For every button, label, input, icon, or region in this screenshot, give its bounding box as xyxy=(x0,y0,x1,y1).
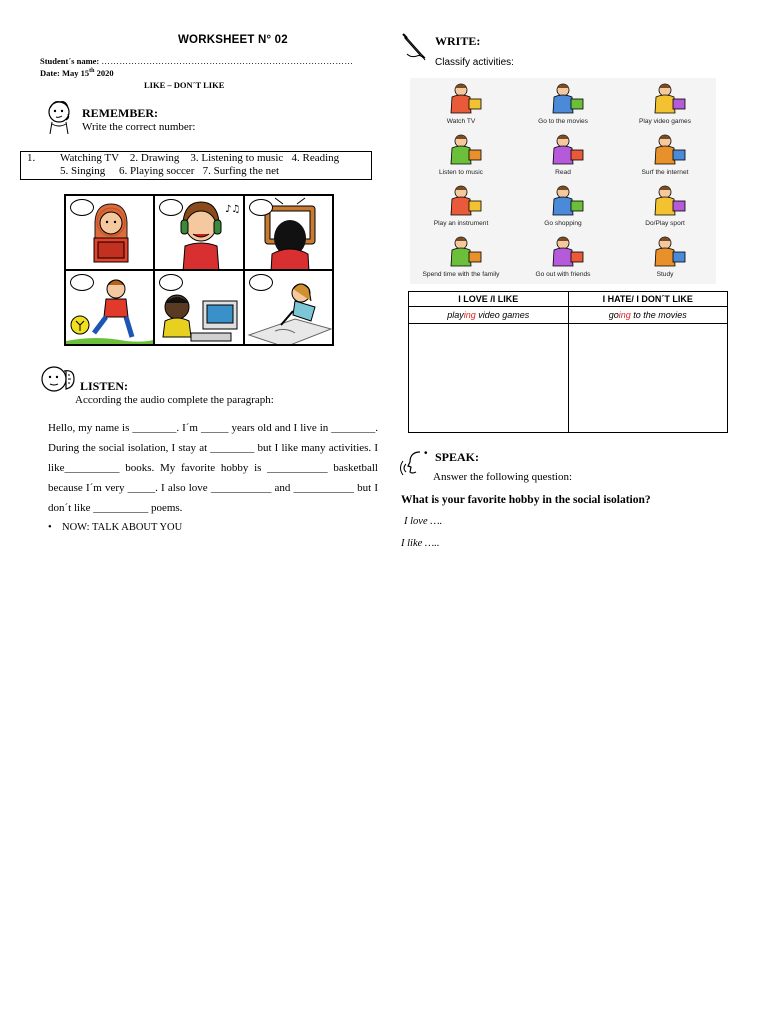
hate-column-header: I HATE/ I DON´T LIKE xyxy=(568,292,728,307)
speak-instruction: Answer the following question: xyxy=(433,471,573,483)
date-line xyxy=(40,68,114,78)
activity-illustration xyxy=(643,183,687,217)
picture-cell-tv xyxy=(244,195,333,270)
love-example: playing video games xyxy=(409,307,569,324)
activity-label: Watch TV xyxy=(446,118,476,125)
activity-label: Listen to music xyxy=(439,169,483,176)
speaking-head-icon xyxy=(398,450,424,480)
student-name-dots: ………………………………………………………………………… xyxy=(101,56,354,66)
activity-illustration xyxy=(439,132,483,166)
date-year: 2020 xyxy=(94,68,114,78)
remember-heading: REMEMBER: xyxy=(82,106,158,120)
speak-question: What is your favorite hobby in the social isolation? xyxy=(401,494,651,506)
student-name-label: Student´s name: xyxy=(40,56,100,66)
activity-label: Study xyxy=(656,271,674,278)
list-line-2: 5. Singing 6. Playing soccer 7. Surfing the net xyxy=(60,165,280,177)
bullet-text: NOW: TALK ABOUT YOU xyxy=(62,522,183,533)
activity-illustration xyxy=(643,81,687,115)
picture-cell-soccer xyxy=(65,270,154,345)
answer-oval[interactable] xyxy=(70,274,94,291)
activity-illustration xyxy=(439,183,483,217)
listening-ear-icon xyxy=(40,363,78,395)
pencil-writing-icon xyxy=(401,32,429,62)
picture-cell-drawing xyxy=(244,270,333,345)
student-name-line xyxy=(40,56,353,66)
activity-illustration xyxy=(643,234,687,268)
answer-line-like[interactable]: I like ….. xyxy=(401,538,440,549)
picture-cell-music xyxy=(154,195,243,270)
activity-label: Do/Play sport xyxy=(645,220,685,227)
write-heading: WRITE: xyxy=(435,34,481,48)
answer-oval[interactable] xyxy=(249,274,273,291)
listen-heading: LISTEN: xyxy=(80,379,129,393)
activity-illustration xyxy=(439,234,483,268)
love-answer-cell[interactable] xyxy=(409,324,569,433)
activity-label: Go out with friends xyxy=(535,271,591,278)
worksheet-title: WORKSHEET N° 02 xyxy=(178,34,288,46)
activity-label: Read xyxy=(555,169,571,176)
picture-cell-computer xyxy=(154,270,243,345)
answer-line-love[interactable]: I love …. xyxy=(404,516,443,527)
activity-label: Play an instrument xyxy=(433,220,489,227)
activity-label: Go to the movies xyxy=(538,118,588,125)
date-label: Date: May 15 xyxy=(40,68,90,78)
listen-paragraph: Hello, my name is ________. I´m _____ years old and I live in ________. During the social isolation, I stay at ________ but I like many activities. I like__________ books. My favorite hobby is ___________ basketball because I´m very _____. I also love ___________ and ___________ but I don´t like __________ poems. xyxy=(48,422,378,514)
answer-oval[interactable] xyxy=(249,199,273,216)
talk-about-you-bullet xyxy=(48,522,182,533)
activity-illustration xyxy=(541,234,585,268)
list-line-1: Watching TV 2. Drawing 3. Listening to music 4. Reading xyxy=(60,152,340,164)
thinking-boy-icon xyxy=(44,98,74,136)
classify-table xyxy=(408,291,728,433)
activity-label: Spend time with the family xyxy=(422,271,500,278)
activity-label: Play video games xyxy=(638,118,692,125)
remember-instruction: Write the correct number: xyxy=(82,121,196,133)
activity-illustration xyxy=(541,183,585,217)
date-suffix: th xyxy=(89,68,95,75)
list-number: 1. xyxy=(27,152,36,164)
speak-bullet: • xyxy=(424,448,428,459)
answer-oval[interactable] xyxy=(70,199,94,216)
svg-text:♪♫: ♪♫ xyxy=(225,204,241,215)
love-column-header: I LOVE /I LIKE xyxy=(409,292,569,307)
activity-label: Go shopping xyxy=(544,220,582,227)
activity-label: Surf the internet xyxy=(641,169,689,176)
activity-illustration xyxy=(541,132,585,166)
activities-collage xyxy=(410,78,716,284)
hate-answer-cell[interactable] xyxy=(568,324,728,433)
listen-instruction: According the audio complete the paragraph: xyxy=(75,394,274,406)
hate-example: going to the movies xyxy=(568,307,728,324)
worksheet-subtitle: LIKE – DON´T LIKE xyxy=(144,80,225,90)
activity-illustration xyxy=(541,81,585,115)
speak-heading: SPEAK: xyxy=(435,450,480,464)
bullet-dot: • xyxy=(48,522,52,533)
picture-cell-reading xyxy=(65,195,154,270)
activity-number-list xyxy=(20,151,372,180)
picture-grid xyxy=(64,194,334,346)
write-instruction: Classify activities: xyxy=(435,57,514,68)
activity-illustration xyxy=(439,81,483,115)
activity-illustration xyxy=(643,132,687,166)
